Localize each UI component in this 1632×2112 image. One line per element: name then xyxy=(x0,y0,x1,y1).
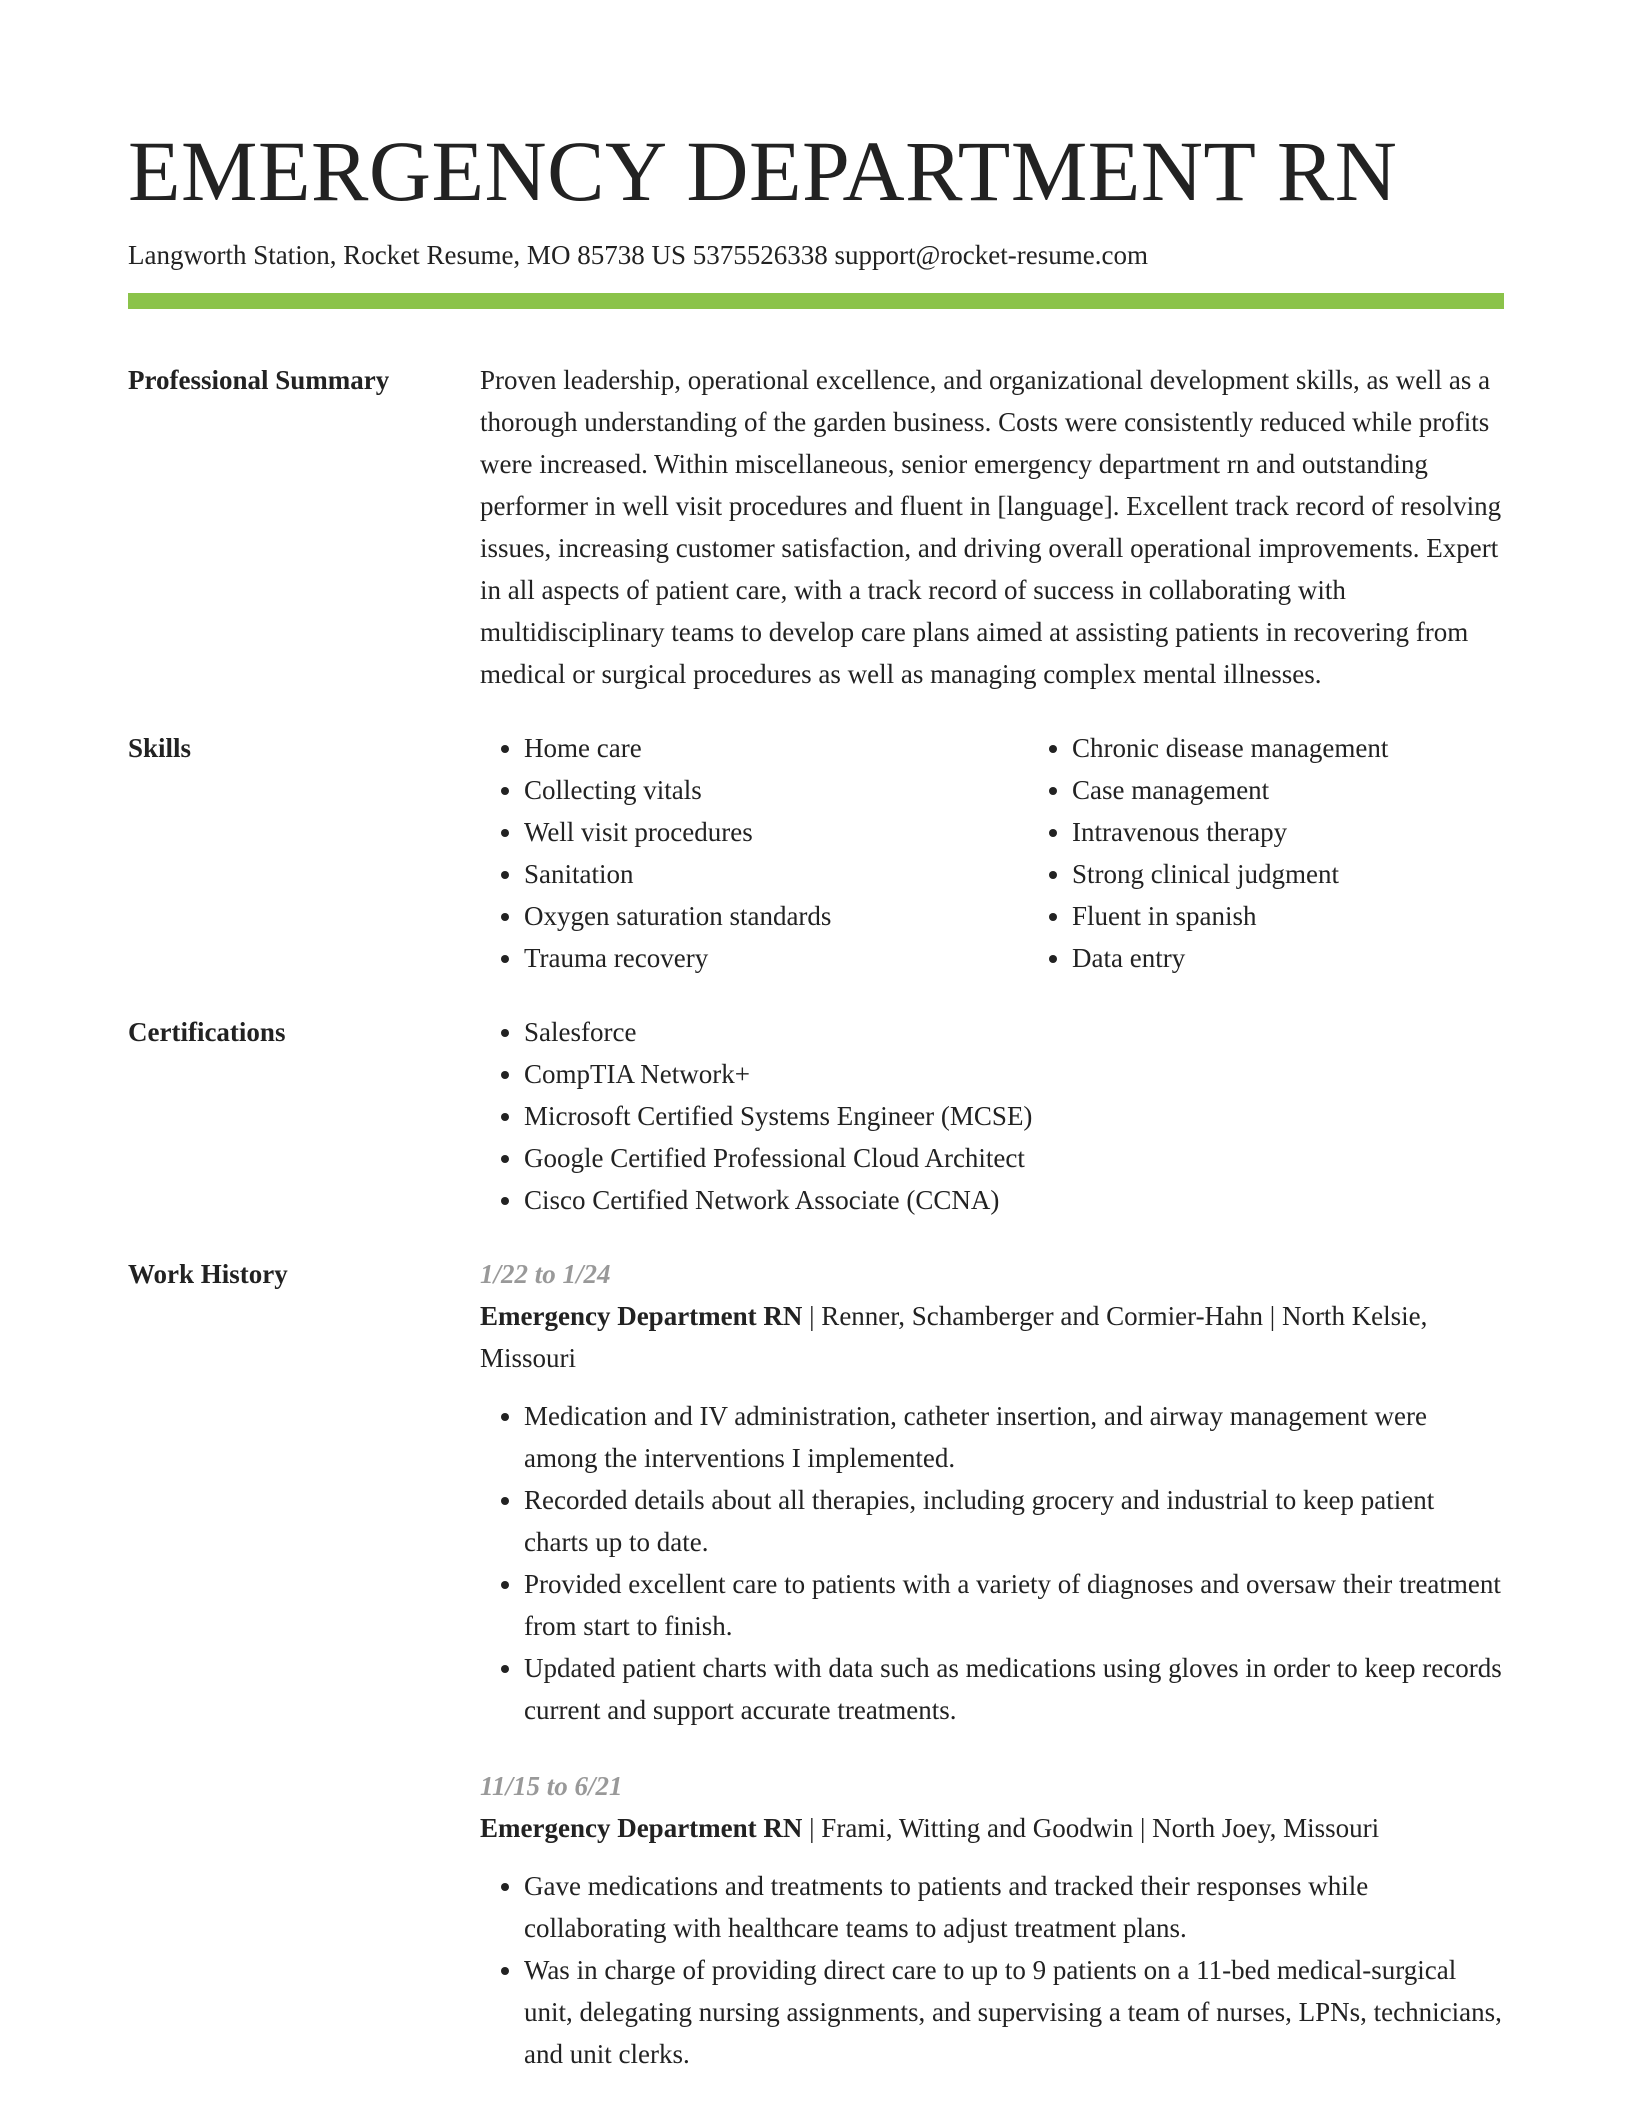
skill-item: • Strong clinical judgment xyxy=(1072,853,1576,895)
job-header xyxy=(480,1295,1504,1379)
certifications-list xyxy=(480,1011,1504,1221)
job-bullet: • Recorded details about all therapies, including grocery and industrial to keep patient charts up to date. xyxy=(524,1479,1504,1563)
resume-name: EMERGENCY DEPARTMENT RN xyxy=(128,123,1398,219)
certification-item: • Salesforce xyxy=(524,1011,1504,1053)
skill-item: • Fluent in spanish xyxy=(1072,895,1576,937)
certification-item: • Cisco Certified Network Associate (CCNA) xyxy=(524,1179,1504,1221)
job-title: Emergency Department RN xyxy=(480,1813,803,1843)
job-date: 1/22 to 1/24 xyxy=(480,1259,611,1289)
section-label-skills: Skills xyxy=(128,733,192,763)
skill-item: • Chronic disease management xyxy=(1072,727,1576,769)
certification-item: • Google Certified Professional Cloud Architect xyxy=(524,1137,1504,1179)
job-bullet: • Updated patient charts with data such as medications using gloves in order to keep records current and support accurate treatments. xyxy=(524,1647,1504,1731)
job-header xyxy=(480,1807,1504,1849)
job-bullet-list xyxy=(480,1395,1504,1731)
job-bullet-list xyxy=(480,1865,1504,2075)
skill-item: • Case management xyxy=(1072,769,1576,811)
section-label-summary: Professional Summary xyxy=(128,365,390,395)
job-bullet: • Gave medications and treatments to patients and tracked their responses while collaborating with healthcare teams to adjust treatment plans. xyxy=(524,1865,1504,1949)
skill-item: • Trauma recovery xyxy=(524,937,1028,979)
work-history-section xyxy=(128,1253,1504,2075)
skill-item: • Well visit procedures xyxy=(524,811,1028,853)
job-entry xyxy=(480,1765,1504,2075)
skill-item: • Sanitation xyxy=(524,853,1028,895)
summary-text: Proven leadership, operational excellence, and organizational development skills, as well as a thorough understanding of the garden business. Costs were consistently reduced while profits were increased. Within miscellaneous, senior emergency department rn and outstanding performer in well visit procedures and fluent in [language]. Excellent track record of resolving issues, increasing customer satisfaction, and driving overall operational improvements. Expert in all aspects of patient care, with a track record of success in collaborating with multidisciplinary teams to develop care plans aimed at assisting patients in recovering from medical or surgical procedures as well as managing complex mental illnesses. xyxy=(480,365,1502,689)
skill-item: • Oxygen saturation standards xyxy=(524,895,1028,937)
section-label-certifications: Certifications xyxy=(128,1017,286,1047)
certifications-section xyxy=(128,1011,1504,1221)
certifications-content xyxy=(480,1011,1504,1221)
job-bullet: • Medication and IV administration, catheter insertion, and airway management were among the interventions I implemented. xyxy=(524,1395,1504,1479)
job-entry xyxy=(480,1253,1504,1731)
contact-info: Langworth Station, Rocket Resume, MO 85738 US 5375526338 support@rocket-resume.com xyxy=(128,240,1148,270)
summary-section xyxy=(128,359,1504,695)
job-details: | Frami, Witting and Goodwin | North Joey, Missouri xyxy=(802,1813,1380,1843)
job-bullet: • Was in charge of providing direct care to up to 9 patients on a 11-bed medical-surgical unit, delegating nursing assignments, and supervising a team of nurses, LPNs, technicians, and unit clerks. xyxy=(524,1949,1504,2075)
skills-list-left xyxy=(480,727,1028,979)
skill-item: • Data entry xyxy=(1072,937,1576,979)
certification-item: • Microsoft Certified Systems Engineer (MCSE) xyxy=(524,1095,1504,1137)
section-label-work-history: Work History xyxy=(128,1259,288,1289)
certification-item: • CompTIA Network+ xyxy=(524,1053,1504,1095)
work-history-content xyxy=(480,1253,1504,2075)
job-bullet: • Provided excellent care to patients with a variety of diagnoses and oversaw their treatment from start to finish. xyxy=(524,1563,1504,1647)
skills-grid xyxy=(480,727,1576,979)
accent-divider xyxy=(128,293,1504,309)
skill-item: • Intravenous therapy xyxy=(1072,811,1576,853)
job-details: | Renner, Schamberger and Cormier-Hahn | North Kelsie, Missouri xyxy=(480,1301,1428,1373)
skill-item: • Collecting vitals xyxy=(524,769,1028,811)
skills-section xyxy=(128,727,1504,979)
skill-item: • Home care xyxy=(524,727,1028,769)
skills-list-right xyxy=(1028,727,1576,979)
job-date: 11/15 to 6/21 xyxy=(480,1771,623,1801)
job-title: Emergency Department RN xyxy=(480,1301,803,1331)
